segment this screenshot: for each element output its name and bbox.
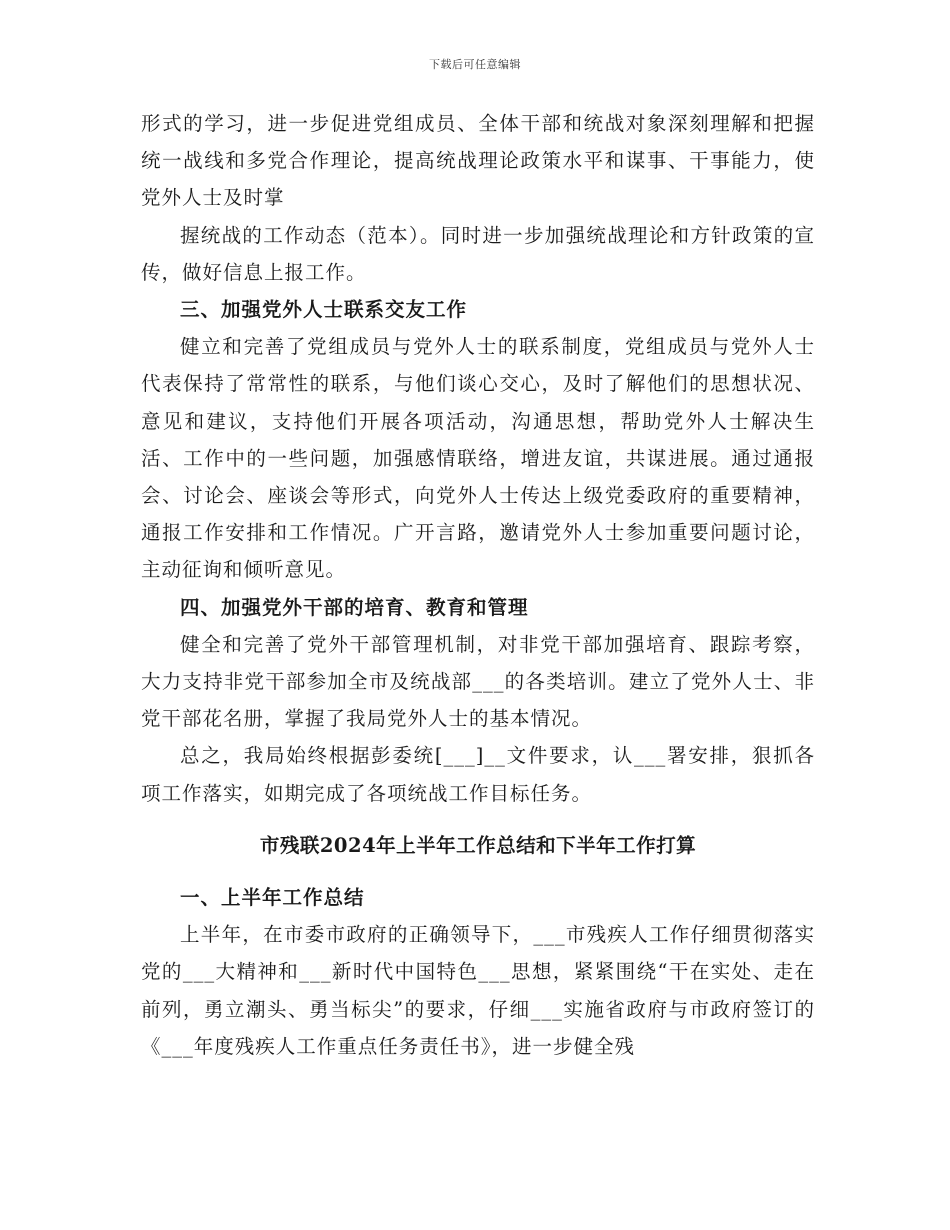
header-note: 下载后可任意编辑 [429, 58, 521, 71]
paragraph-4: 健全和完善了党外干部管理机制，对非党干部加强培育、跟踪考察，大力支持非党干部参加全市及统战部___的各类培训。建立了党外人士、非党干部花名册，掌握了我局党外人士的基本情况。 [141, 632, 815, 731]
document-body [141, 105, 815, 1065]
section-heading-5: 一、上半年工作总结 [180, 886, 365, 910]
section-heading-4: 四、加强党外干部的培育、教育和管理 [180, 595, 529, 619]
paragraph-1: 形式的学习，进一步促进党组成员、全体干部和统战对象深刻理解和把握统一战线和多党合作理论，提高统战理论政策水平和谋事、干事能力，使党外人士及时掌 [141, 112, 815, 210]
paragraph-3: 健立和完善了党组成员与党外人士的联系制度，党组成员与党外人士代表保持了常常性的联系，与他们谈心交心，及时了解他们的思想状况、意见和建议，支持他们开展各项活动，沟通思想，帮助党外人士解决生活、工作中的一些问题，加强感情联络，增进友谊，共谋进展。通过通报会、讨论会、座谈会等形式，向党外人士传达上级党委政府的重要精神，通报工作安排和工作情况。广开言路，邀请党外人士参加重要问题讨论，主动征询和倾听意见。 [141, 335, 815, 582]
paragraph-6: 上半年，在市委市政府的正确领导下，___市残疾人工作仔细贯彻落实党的___大精神和___新时代中国特色___思想，紧紧围绕“干在实处、走在前列，勇立潮头、勇当标尖”的要求，仔细___实施省政府与市政府签订的《___年度残疾人工作重点任务责任书》，进一步健全残 [141, 923, 815, 1058]
section-heading-3: 三、加强党外人士联系交友工作 [180, 298, 468, 322]
document-title-2: 市残联2024年上半年工作总结和下半年工作打算 [259, 833, 697, 857]
paragraph-5: 总之，我局始终根据彭委统[___]__文件要求，认___署安排，狠抓各项工作落实，如期完成了各项统战工作目标任务。 [141, 744, 815, 805]
paragraph-2: 握统战的工作动态（范本）。同时进一步加强统战理论和方针政策的宣传，做好信息上报工作。 [141, 223, 815, 284]
